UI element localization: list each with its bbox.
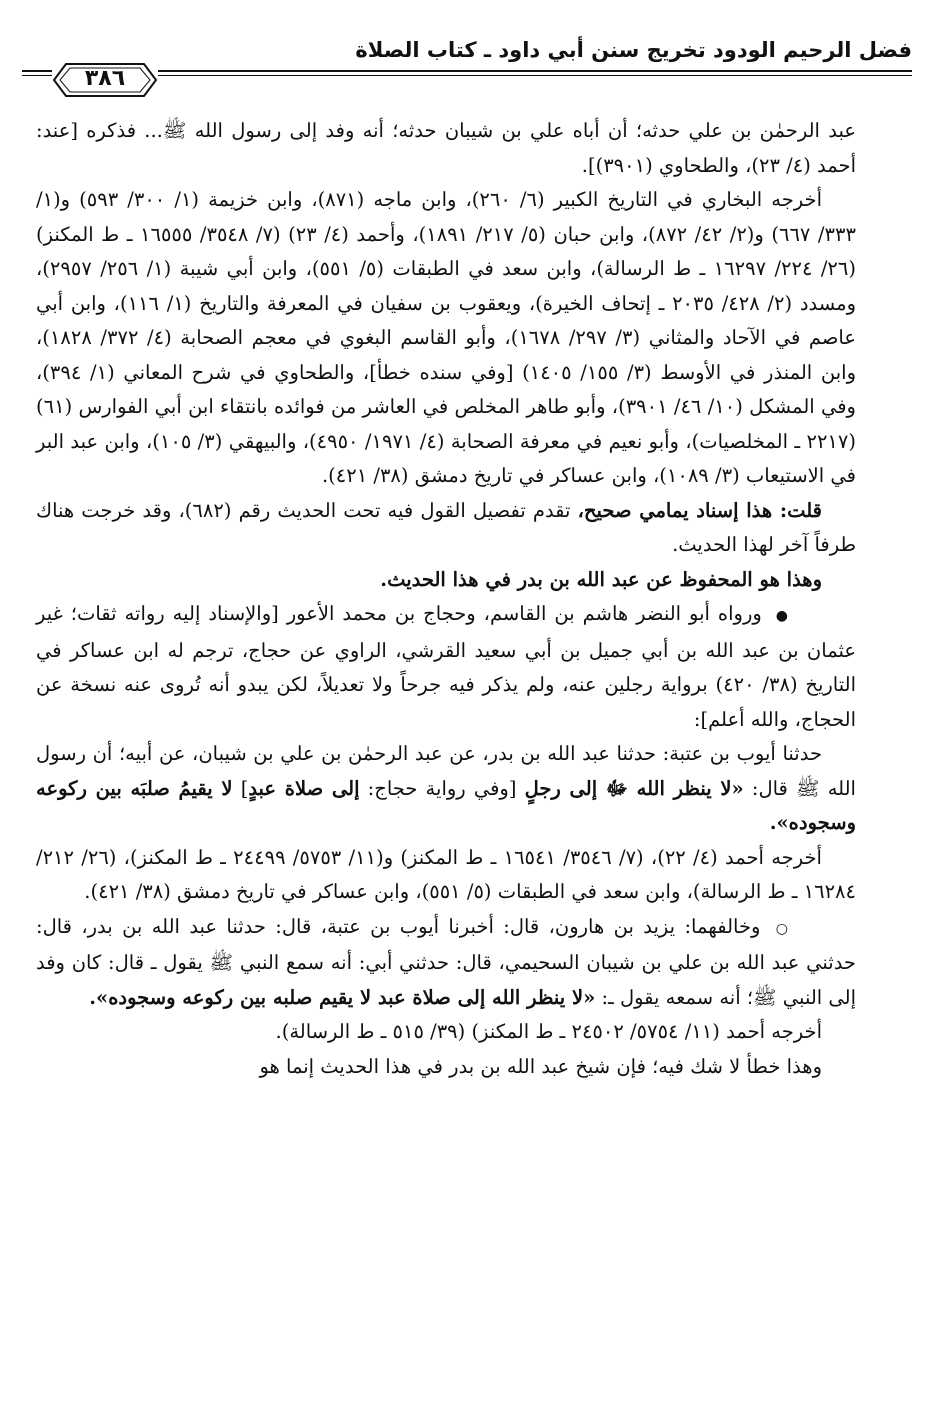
page-number: ٣٨٦ — [84, 66, 126, 91]
paragraph-takhrij-2: أخرجه أحمد (٤/ ٢٢)، (٧/ ٣٥٤٦/ ١٦٥٤١ ـ ط المكنز) و(١١/ ٥٧٥٣/ ٢٤٤٩٩ ـ ط المكنز)، (٢٦/ ٢١٢/ ١٦٢٨٤ ـ ط الرسالة)، وابن سعد في الطبقات (٥/ ٥٥١)، وابن عساكر في تاريخ دمشق (٣٨/ ٤٢١). — [36, 845, 856, 903]
paragraph-riwaya-abu-nadr — [36, 597, 856, 737]
filled-circle-icon: ● — [775, 608, 788, 624]
page-number-badge — [52, 62, 158, 98]
riwaya-text: ورواه أبو النضر هاشم بن القاسم، وحجاج بن محمد الأعور [والإسناد إليه رواته ثقات؛ غير عثمان بن عبد الله بن أبي جميل بن أبي سعيد القرشي، الراوي عن حجاج، ترجم له ابن عساكر في التاريخ (٣٨/ ٤٢٠) برواية رجلين عنه، ولم يذكر فيه جرحاً ولا تعديلاً، لكن يبدو أنه تُروى عنه نسخة عن الحجاج، والله أعلم]: — [36, 602, 856, 731]
paragraph-yazid-riwaya — [36, 910, 856, 1016]
hollow-circle-icon: ○ — [775, 920, 788, 937]
paragraph-hadith-text — [36, 737, 856, 841]
matn-variant: إلى صلاة عبدٍ — [248, 776, 360, 800]
isnad-text: حدثنا أيوب بن عتبة: حدثنا عبد الله بن بدر، عن عبد الرحمٰن بن علي بن شيبان، عن أبيه؛ أن رسول الله ﷺ قال: — [36, 742, 856, 800]
paragraph-verdict — [36, 494, 856, 563]
matn-part-1: «لا ينظر الله ﷻ إلى رجلٍ — [524, 776, 744, 800]
variant-note: [وفي رواية حجاج: — [359, 776, 525, 800]
matn-part-2: لا يقيمُ صلبَه بين ركوعه وسجوده». — [36, 776, 856, 834]
paragraph-mahfuz-heading: وهذا هو المحفوظ عن عبد الله بن بدر في هذا الحديث. — [380, 567, 822, 591]
yazid-isnad: وخالفهما: يزيد بن هارون، قال: أخبرنا أيوب بن عتبة، قال: حدثنا عبد الله بن بدر، قال: حدثني عبد الله بن علي بن شيبان السحيمي، قال: حدثني أبي: أنه سمع النبي ﷺ يقول ـ قال: كان وفد إلى النبي ﷺ؛ أنه سمعه يقول ـ: — [36, 914, 856, 1009]
paragraph-takhrij-1: أخرجه البخاري في التاريخ الكبير (٦/ ٢٦٠)، وابن ماجه (٨٧١)، وابن خزيمة (١/ ٣٠٠/ ٥٩٣) و(١/ ٣٣٣/ ٦٦٧) و(٢/ ٤٢/ ٨٧٢)، وابن حبان (٥/ ٢١٧/ ١٨٩١)، وأحمد (٤/ ٢٣) (٧/ ٣٥٤٨/ ١٦٥٥٥ ـ ط المكنز) (٢٦/ ٢٢٤/ ١٦٢٩٧ ـ ط الرسالة)، وابن سعد في الطبقات (٥/ ٥٥١)، وابن أبي شيبة (١/ ٢٥٦/ ٢٩٥٧)، ومسدد (٢/ ٤٢٨/ ٢٠٣٥ ـ إتحاف الخيرة)، ويعقوب بن سفيان في المعرفة والتاريخ (١/ ١١٦)، وابن أبي عاصم في الآحاد والمثاني (٣/ ٢٩٧/ ١٦٧٨)، وأبو القاسم البغوي في معجم الصحابة (٤/ ٣٧٢/ ١٨٢٨)، وابن المنذر في الأوسط (٣/ ١٥٥/ ١٤٠٥) [وفي سنده خطأ]، والطحاوي في شرح المعاني (١/ ٣٩٤)، وفي المشكل (١٠/ ٤٦/ ٣٩٠١)، وأبو طاهر المخلص في العاشر من فوائده بانتقاء ابن أبي الفوارس (٦١) (٢٢١٧ ـ المخلصيات)، وأبو نعيم في معرفة الصحابة (٤/ ١٩٧١/ ٤٩٥٠)، والبيهقي (٣/ ١٠٥)، وابن عبد البر في الاستيعاب (٣/ ١٠٨٩)، وابن عساكر في تاريخ دمشق (٣٨/ ٤٢١). — [36, 188, 857, 487]
variant-close: ] — [232, 776, 249, 800]
page-header — [22, 30, 912, 92]
paragraph-continuation: عبد الرحمٰن بن علي حدثه؛ أن أباه علي بن شيبان حدثه؛ أنه وفد إلى رسول الله ﷺ... فذكره [عند: أحمد (٤/ ٢٣)، والطحاوي (٣٩٠١)]. — [36, 119, 856, 177]
verdict-text: تقدم تفصيل القول فيه تحت الحديث رقم (٦٨٢)، وقد خرجت هناك طرفاً آخر لهذا الحديث. — [36, 498, 856, 556]
running-title: فضل الرحيم الودود تخريج سنن أبي داود ـ كتاب الصلاة — [355, 38, 912, 62]
yazid-matn: «لا ينظر الله إلى صلاة عبد لا يقيم صلبه بين ركوعه وسجوده». — [89, 985, 596, 1009]
paragraph-khata: وهذا خطأ لا شك فيه؛ فإن شيخ عبد الله بن بدر في هذا الحديث إنما هو — [259, 1054, 822, 1078]
verdict-lead: قلت: هذا إسناد يمامي صحيح، — [577, 498, 822, 522]
paragraph-takhrij-3: أخرجه أحمد (١١/ ٥٧٥٤/ ٢٤٥٠٢ ـ ط المكنز) (٣٩/ ٥١٥ ـ ط الرسالة). — [275, 1020, 822, 1043]
page-body — [36, 114, 856, 1084]
